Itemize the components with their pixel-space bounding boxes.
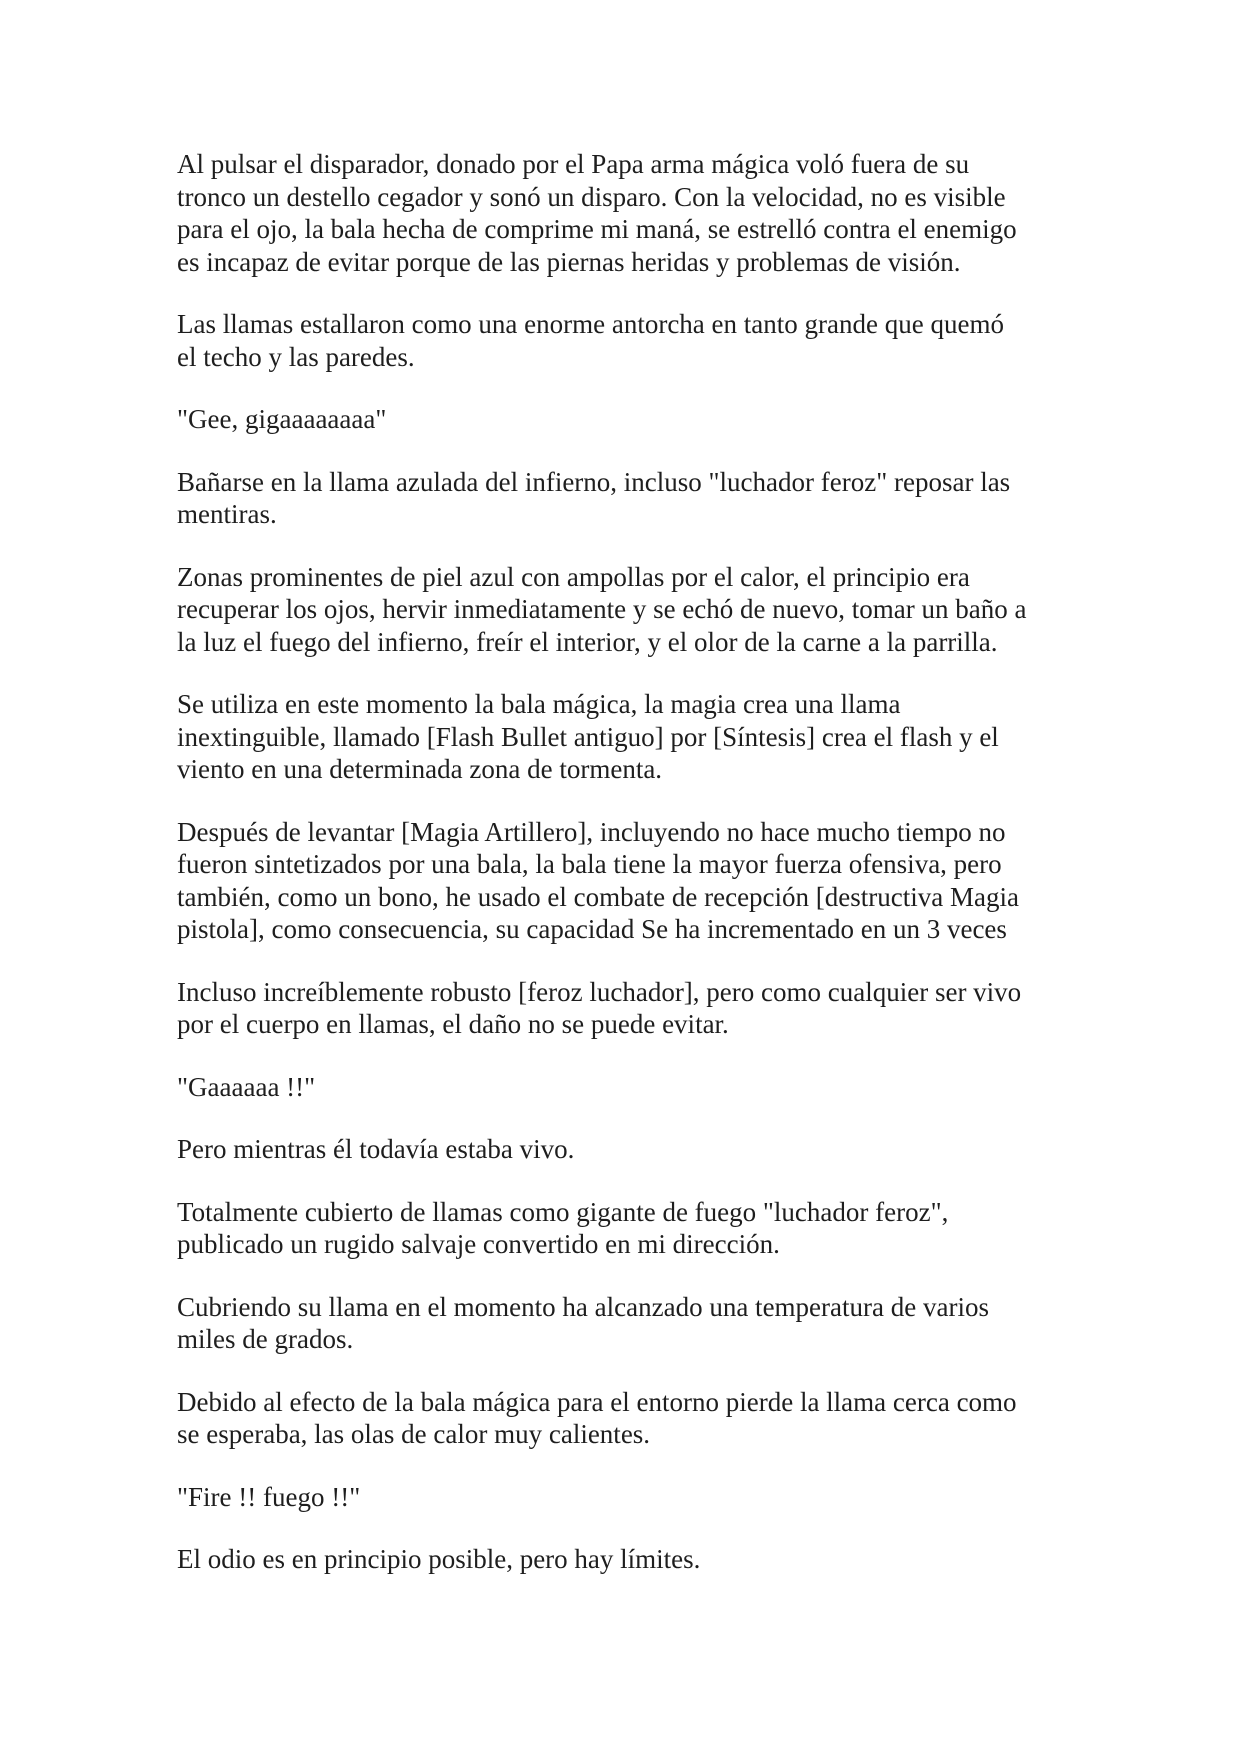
paragraph [177,466,1077,531]
text-line: también, como un bono, he usado el combate de recepción [destructiva Magia [177,881,1019,912]
text-line: Debido al efecto de la bala mágica para el entorno pierde la llama cerca como [177,1386,1017,1417]
paragraph [177,1071,1077,1104]
text-line: El odio es en principio posible, pero hay límites. [177,1544,701,1574]
text-line: Se utiliza en este momento la bala mágica, la magia crea una llama [177,689,901,719]
paragraph [177,1543,1077,1576]
text-line: Cubriendo su llama en el momento ha alcanzado una temperatura de varios [177,1291,989,1322]
text-line: recuperar los ojos, hervir inmediatamente y se echó de nuevo, tomar un baño a [177,594,1027,624]
text-line: es incapaz de evitar porque de las piernas heridas y problemas de visión. [177,246,961,277]
document-body [177,148,1077,1606]
text-line: Pero mientras él todavía estaba vivo. [177,1134,575,1164]
text-line: "Gee, gigaaaaaaaa" [177,404,387,434]
text-line: fueron sintetizados por una bala, la bala tiene la mayor fuerza ofensiva, pero [177,849,1002,879]
text-line: "Gaaaaaa !!" [177,1071,316,1102]
text-line: la luz el fuego del infierno, freír el interior, y el olor de la carne a la parrilla. [177,626,998,657]
paragraph [177,403,1077,436]
text-line: miles de grados. [177,1324,354,1354]
text-line: Las llamas estallaron como una enorme antorcha en tanto grande que quemó [177,309,1004,339]
paragraph [177,1291,1077,1356]
paragraph [177,1481,1077,1514]
text-line: el techo y las paredes. [177,341,415,372]
paragraph [177,976,1077,1041]
paragraph [177,816,1077,946]
text-line: Incluso increíblemente robusto [feroz luchador], pero como cualquier ser vivo [177,976,1022,1007]
text-line: Al pulsar el disparador, donado por el Papa arma mágica voló fuera de su [177,149,970,179]
text-line: Después de levantar [Magia Artillero], incluyendo no hace mucho tiempo no [177,816,1006,847]
text-line: Bañarse en la llama azulada del infierno, incluso "luchador feroz" reposar las [177,466,1011,497]
text-line: Zonas prominentes de piel azul con ampollas por el calor, el principio era [177,561,970,592]
paragraph [177,308,1077,373]
paragraph [177,1196,1077,1261]
paragraph [177,561,1077,659]
text-line: para el ojo, la bala hecha de comprime mi maná, se estrelló contra el enemigo [177,214,1017,244]
text-line: por el cuerpo en llamas, el daño no se puede evitar. [177,1009,729,1039]
text-line: Totalmente cubierto de llamas como gigante de fuego "luchador feroz", [177,1196,949,1227]
text-line: publicado un rugido salvaje convertido en mi dirección. [177,1229,780,1259]
paragraph [177,148,1077,278]
text-line: pistola], como consecuencia, su capacidad Se ha incrementado en un 3 veces [177,914,1007,944]
text-line: se esperaba, las olas de calor muy calientes. [177,1419,651,1449]
text-line: mentiras. [177,499,277,529]
text-line: tronco un destello cegador y sonó un disparo. Con la velocidad, no es visible [177,181,1006,212]
paragraph [177,1133,1077,1166]
text-line: "Fire !! fuego !!" [177,1481,361,1512]
text-line: viento en una determinada zona de tormenta. [177,754,663,784]
paragraph [177,1386,1077,1451]
paragraph [177,688,1077,786]
text-line: inextinguible, llamado [Flash Bullet antiguo] por [Síntesis] crea el flash y el [177,721,999,752]
